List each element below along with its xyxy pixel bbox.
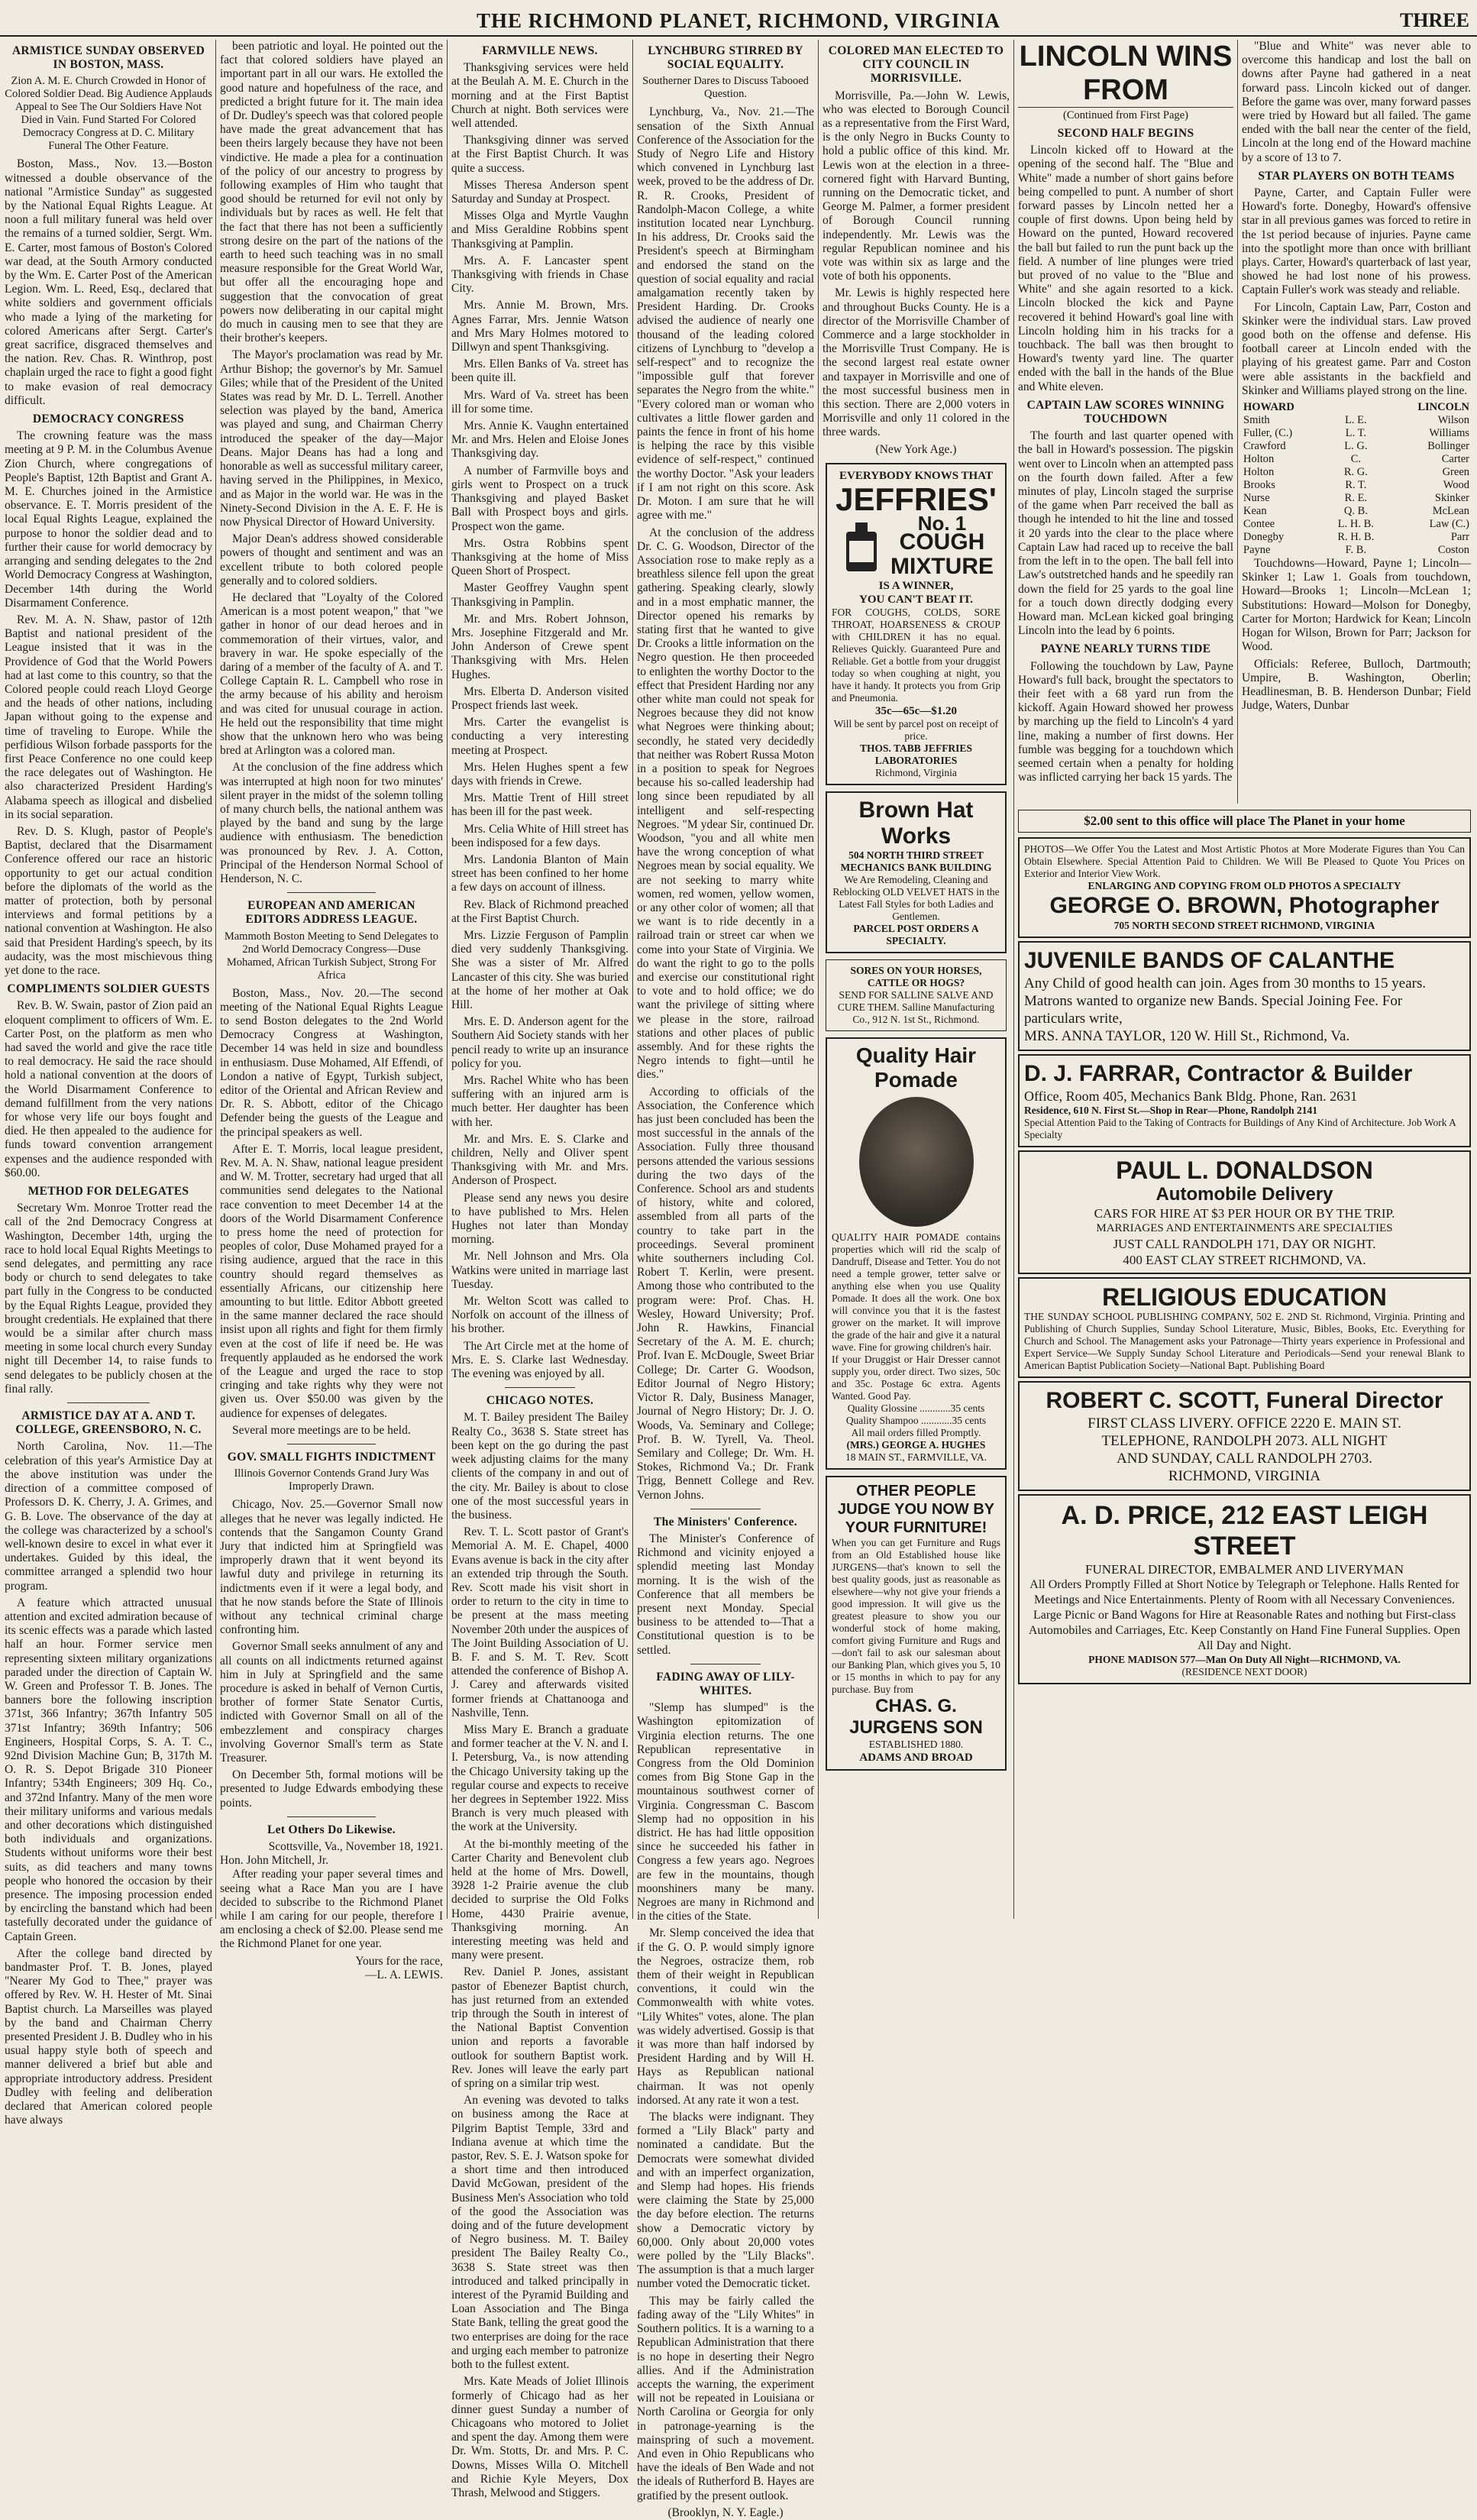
lineup-cell: Wood: [1443, 479, 1469, 492]
ad-a-d-price-funeral: [1018, 1494, 1471, 1684]
portrait-photo: [859, 1097, 974, 1227]
paragraph: Please send any news you desire to have published to Mrs. Helen Hughes not later than Monday morning.: [451, 1191, 629, 1247]
paragraph: Master Geoffrey Vaughn spent Thanksgiving in Pamplin.: [451, 581, 629, 609]
paragraph: On December 5th, formal motions will be presented to Judge Edwards embodying these points.: [220, 1768, 443, 1810]
ad-prices: 35c—65c—$1.20: [874, 705, 958, 718]
ad-line: FUNERAL DIRECTOR, EMBALMER AND LIVERYMAN: [1085, 1562, 1404, 1577]
ad-address: 504 NORTH THIRD STREET: [848, 849, 984, 862]
paragraph: Mr. Slemp conceived the idea that if the G. O. P. would simply ignore the Negroes, ostracize them, rob them of their weight in Republican conventions, it could win the Commonwealth with white votes. "Lily Whites" votes, alone. The plan was widely advertised. Gossip is that it was more than half indorsed by President Harding and by Will H. Hays as Republican national chairman. It was not openly indorsed. At any rate it won a test.: [637, 1926, 814, 2107]
section-heading: The Ministers' Conference.: [654, 1515, 797, 1528]
lineup-cell: LINCOLN: [1417, 401, 1469, 414]
ad-price-line: Quality Glossine ............35 cents: [847, 1402, 985, 1415]
lineup-cell: L. G.: [1344, 440, 1368, 453]
ad-note: Will be sent by parcel post on receipt of price.: [833, 718, 999, 742]
ad-address: 18 MAIN ST., FARMVILLE, VA.: [845, 1451, 987, 1464]
lineup-cell: Wilson: [1437, 414, 1469, 427]
divider: [505, 1387, 576, 1388]
planet-subscription-note: $2.00 sent to this office will place The Planet in your home: [1018, 810, 1471, 833]
lineup-cell: Nurse: [1243, 492, 1270, 505]
paragraph: Mrs. Celia White of Hill street has been indisposed for a few days.: [451, 822, 629, 849]
section-heading: CAPTAIN LAW SCORES WINNING TOUCHDOWN: [1026, 398, 1225, 426]
lineup-row: [1242, 518, 1471, 531]
ad-brand: A. D. PRICE, 212 EAST LEIGH STREET: [1061, 1501, 1428, 1561]
lineup-row: [1242, 531, 1471, 544]
paragraph: Governor Small seeks annulment of any and all counts on all indictments returned against him in July at Springfield and the same procedure is asked in behalf of Vernon Curtis, brother of former State Senator Curtis, indicted with Governor Small on all of the embezzlement and conspiracy charges involving Governor Small's term as State Treasurer.: [220, 1640, 443, 1765]
ad-note: (RESIDENCE NEXT DOOR): [1181, 1666, 1307, 1677]
paragraph: Mrs. A. F. Lancaster spent Thanksgiving with friends in Chase City.: [451, 254, 629, 296]
lineup-cell: L. E.: [1345, 414, 1367, 427]
headline: COLORED MAN ELECTED TO CITY COUNCIL IN MORRISVILLE.: [828, 44, 1004, 86]
paragraph: Rev. D. S. Klugh, pastor of People's Baptist, declared that the Disarmament Conference offered our race an historic opportunity to get our actual condition before the diplomats of the world as the matter of protection, both by personal interviews and formal petitions by a national convention at Washington. He also said that President Harding's speech, by its audacity, was the most mischievous thing yet done to the race.: [5, 824, 212, 977]
ad-kicker: EVERYBODY KNOWS THAT: [839, 469, 993, 482]
lineup-cell: HOWARD: [1243, 401, 1294, 414]
paragraph: Mrs. Kate Meads of Joliet Illinois formerly of Chicago had as her dinner guest Sunday a number of Chicagoans who motored to Joliet and spent the day. Among them were Dr. Wm. Stotts, Dr. and Mrs. P. C. Downs, Misses Willa O. Mitchell and Richie Kyle Meyers, Dox Thrash, Melwood and Stiggers.: [451, 2375, 629, 2499]
ad-note: Special Attention Paid to the Taking of Contracts for Buildings of Any Kind of Architecture. Job Work A Specialty: [1024, 1117, 1456, 1140]
section-heading: Let Others Do Likewise.: [267, 1823, 396, 1836]
lineup-cell: Skinker: [1434, 492, 1469, 505]
paragraph: The Art Circle met at the home of Mrs. E. S. Clarke last Wednesday. The evening was enjoyed by all.: [451, 1339, 629, 1381]
paragraph: Mrs. Ward of Va. street has been ill for some time.: [451, 388, 629, 416]
paragraph: Mr. and Mrs. Robert Johnson, Mrs. Josephine Fitzgerald and Mr. John Anderson of Crewe spent Thanksgiving with Mrs. Helen Hughes.: [451, 612, 629, 681]
divider: [287, 1816, 377, 1817]
paragraph: Boston, Mass., Nov. 13.—Boston witnessed a double observance of the national "Armistice Sunday" as suggested by the National Equal Rights League. At noon a full military funeral was held over the remains of a turned soldier, Sergt. Wm. E. Carter, most famous of Boston's Colored war dead, at the South Armory conducted by the Wm. E. Carter Post of the American Legion. Wm. L. Reed, Esq., declared that white soldiers and government officials who made a lying of the marketing for colored Americans after Sergt. Carter's great sacrifice, disgraced themselves and the nation. Rev. Chas. R. Winthrop, post chaplain urged the race to fight a good fight to make evasion of real democracy difficult.: [5, 157, 212, 407]
ad-body: Any Child of good health can join. Ages from 30 months to 15 years. Matrons wanted to organize new Bands. Special Joining Fee. For particulars write,: [1024, 975, 1427, 1027]
headline: EUROPEAN AND AMERICAN EDITORS ADDRESS LEAGUE.: [245, 899, 418, 927]
ad-brand: Quality Hair Pomade: [855, 1043, 977, 1092]
ad-jeffries-cough-mixture: [826, 463, 1007, 785]
ad-address: ADAMS AND BROAD: [859, 1752, 973, 1765]
paragraph: Mrs. Ellen Banks of Va. street has been quite ill.: [451, 357, 629, 385]
divider: [287, 892, 377, 893]
paragraph: Rev. Daniel P. Jones, assistant pastor of Ebenezer Baptist church, has just returned from an extended trip through the South in interest of the National Baptist Convention union and reports a favorable outlook for southern Baptist work. Rev. Jones will leave the early part of spring on a similar trip west.: [451, 1965, 629, 2091]
lineup-cell: Fuller, (C.): [1243, 427, 1293, 440]
column-6: [1018, 40, 1233, 804]
paragraph: Rev. M. A. N. Shaw, pastor of 12th Baptist and national president of the League insisted that it was in the Providence of God that the World Powers had at last come to this country, so that the Colored people could reach Lloyd George and the heads of other nations, including Japan without going to the expense and time of traveling to Europe. While the perfidious Wilson forbade passports for the first Peace Conference no one could keep the race delegates out of Washington. He also characterized President Harding's Alabama speech as illogical and disbelied in its social separation.: [5, 613, 212, 821]
paragraph: The fourth and last quarter opened with the ball in Howard's possession. The pigskin went over to Lincoln when an attempted pass on the fourth down failed. After a few minutes of play, Lincoln staged the surprise of the game when Parr received the ball as though he intended to hit the line and tossed it 20 yards into the clear to the place where Captain Law had raced up to receive the ball from the left in to the open. The ball fell into Law's outstretched hands and he speedily ran down the field for 25 yards to the goal line for a touch down directly dodging every Howard man. McLean kicked goal bringing Lincoln into the lead by 6 points.: [1018, 429, 1233, 638]
column-7: [1242, 40, 1471, 804]
ad-number: No. 1: [917, 511, 967, 535]
lineup-cell: Parr: [1450, 531, 1469, 544]
lineup-cell: Holton: [1243, 466, 1275, 479]
source-credit: (Brooklyn, N. Y. Eagle.): [667, 2505, 784, 2519]
paragraph: Mrs. Helen Hughes spent a few days with friends in Crewe.: [451, 760, 629, 788]
lineup-cell: Crawford: [1243, 440, 1286, 453]
signature: —L. A. LEWIS.: [364, 1968, 443, 1981]
ad-phone: PHONE MADISON 577—Man On Duty All Night—RICHMOND, VA.: [1088, 1654, 1401, 1665]
paragraph: "Blue and White" was never able to overcome this handicap and lost the ball on downs after Payne had gathered in a neat forward pass. Lincoln kicked out of danger. Before the game was over, many forward passes were tried by Howard but all failed. The game ended with the ball near the center of the field, Lincoln at the long end of the Howard machine by a score of 13 to 7.: [1242, 40, 1471, 164]
ad-headline: SORES ON YOUR HORSES, CATTLE OR HOGS?: [850, 965, 982, 989]
paragraph: Rev. T. L. Scott pastor of Grant's Memorial A. M. E. Chapel, 4000 Evans avenue is back in the city after an extended trip through the South. Rev. Scott made his visit short in order to return to the city in time to be present at the mass meeting November 20th under the auspices of The Joint Building Association of U. B. F. and S. M. T. Rev. Scott attended the conference of Bishop A. J. Carey and afterwards visited former friends at Chattanooga and Nashville, Tenn.: [451, 1525, 629, 1719]
paragraph: For Lincoln, Captain Law, Parr, Coston and Skinker were the individual stars. Law proved good both on the offense and defense. His football career at Lincoln ended with the playing of his greatest game. Parr and Coston were able assistants in the backfield and Skinker and Williams played strong on the line.: [1242, 300, 1471, 397]
ad-line: AND SUNDAY, CALL RANDOLPH 2703.: [1117, 1451, 1372, 1467]
lineup-cell: L. T.: [1345, 427, 1366, 440]
ad-body: If your Druggist or Hair Dresser cannot supply you, order direct. Two sizes, 50c and 35c. Postage 6c extra. Agents Wanted. Good Pay.: [832, 1354, 1000, 1402]
ad-subtitle: Automobile Delivery: [1155, 1184, 1333, 1205]
paragraph: Mrs. Landonia Blanton of Main street has been confined to her home a few days on account of illness.: [451, 852, 629, 894]
lineup-table: [1242, 401, 1471, 557]
ad-residence: Residence, 610 N. First St.—Shop in Rear—Phone, Randolph 2141: [1024, 1105, 1318, 1116]
lineup-cell: C.: [1350, 453, 1361, 466]
headline: FADING AWAY OF LILY-WHITES.: [656, 1670, 795, 1697]
ad-juvenile-bands-calanthe: [1018, 941, 1471, 1051]
lineup-cell: R. G.: [1343, 466, 1368, 479]
paragraph: Several more meetings are to be held.: [232, 1423, 411, 1437]
paragraph: After the college band directed by bandmaster Prof. T. B. Jones, played "Nearer My God to Thee," prayer was offered by Rev. W. H. Hester of Mt. Sinai Baptist church. La Marseilles was played by the band and Chairman Cherry presented President J. B. Dudley who in his usual happy style both of speech and manner delivered a brief but able and appropriate introductory address. President Dudley with feeling and deliberation declared that American colored people have always: [5, 1946, 212, 2127]
paragraph: Mr. Lewis is highly respected here and throughout Bucks County. He is a director of the Morrisville Chamber of Commerce and a large stockholder in the Morrisville Trust Company. He is the second largest real estate owner and taxpayer in Morrisville and one of the most successful business men in this section. There are 2,000 voters in Morrisville and only 11 colored in the three wards.: [823, 286, 1010, 439]
ad-contact: MRS. ANNA TAYLOR, 120 W. Hill St., Richmond, Va.: [1024, 1028, 1350, 1044]
ad-claim: IS A WINNER,: [878, 580, 954, 593]
ad-line: RICHMOND, VIRGINIA: [1168, 1468, 1321, 1484]
ad-line: CARS FOR HIRE AT $3 PER HOUR OR BY THE TRIP.: [1094, 1206, 1395, 1221]
paragraph: A number of Farmville boys and girls went to Prospect on a truck Thanksgiving and played Basket Ball with Prospect boys and girls. Prospect won the game.: [451, 464, 629, 533]
paragraph: The crowning feature was the mass meeting at 9 P. M. in the Columbus Avenue Zion Church, where congregations of People's Baptist, 12th Baptist and Grant A. M. E. Churches joined in the Armistice observance. E. T. Morris president of the local Equal Rights League, explained the purpose to honor the soldier dead and to further their cause for world democracy by arranging and sending delegates to the 2nd World Democracy Congress at Washington, December 14th during the World Disarmament Conference.: [5, 429, 212, 610]
paragraph: Misses Olga and Myrtle Vaughn and Miss Geraldine Robbins spent Thanksgiving at Pamplin.: [451, 209, 629, 251]
column-1: [5, 40, 212, 2127]
paragraph: Mrs. Annie M. Brown, Mrs. Agnes Farrar, Mrs. Jennie Watson and Mrs Mary Holmes motored to Dillwyn and spent Thanksgiving.: [451, 299, 629, 354]
ad-brand: Brown Hat Works: [858, 797, 974, 849]
ad-brand: CHAS. G. JURGENS SON: [849, 1696, 983, 1739]
section-heading: STAR PLAYERS ON BOTH TEAMS: [1258, 169, 1455, 183]
ad-building: MECHANICS BANK BUILDING: [840, 862, 992, 874]
column-rule: [1013, 40, 1014, 1919]
headline: LINCOLN WINS FROM: [1019, 40, 1233, 106]
ad-line: JUST CALL RANDOLPH 171, DAY OR NIGHT.: [1113, 1237, 1376, 1251]
section-heading: DEMOCRACY CONGRESS: [32, 412, 185, 426]
paragraph: Major Dean's address showed considerable powers of thought and sentiment and was an excellent tribute to both colored people generally and to colored soldiers.: [220, 532, 443, 587]
ad-body: THE SUNDAY SCHOOL PUBLISHING COMPANY, 502 E. 2ND St. Richmond, Virginia. Printing and Publishing of Church Supplies, Sunday School Literature, Music, Bibles, Books, Etc. Everything for Church and School. The Management asks your Patronage—Thirty years experience in Professional and Expert Service—We Supply Sunday School Literature and Periodicals—Send your renewal Blank to American Baptist Publication Society—National Bapt. Publishing Board: [1024, 1311, 1465, 1371]
ad-quality-hair-pomade: [826, 1037, 1007, 1470]
dateline: Scottsville, Va., November 18, 1921.: [268, 1839, 443, 1853]
paragraph: Secretary Wm. Monroe Trotter read the call of the 2nd Democracy Congress at Washington, December 14th, urging the race to hold local Equal Rights Meetings to send delegates, and permitting any race body or church to send delegates to take part fully in the Congress to be conducted by the Equal Rights League, provided they brought credentials. He explained that there would be a similar after church mass meeting in some local church every Sunday night till December 14, to raise funds to send delegates to be publicly chosen at the final rally.: [5, 1202, 212, 1396]
lineup-cell: McLean: [1432, 505, 1469, 518]
paragraph: Boston, Mass., Nov. 20.—The second meeting of the National Equal Rights League to send Boston delegates to the 2nd World Democracy Congress at Washington, December 14 was held in size and boundless in enthusiasm. Duse Mohamed, Alf Effendi, of London a native of Egypt, Turkish subject, editor of the Oriental and African Review and Dr. R. S. Abbott, editor of the Chicago Defender being the guests of the League and the principal speakers as well.: [220, 986, 443, 1139]
ad-body: SEND FOR SALLINE SALVE AND CURE THEM. Salline Manufacturing Co., 912 N. 1st St., Richmond.: [837, 989, 995, 1026]
continued-note: (Continued from First Page): [1063, 109, 1188, 121]
column-rule: [447, 40, 448, 1919]
ad-george-o-brown-photographer: [1018, 837, 1471, 938]
column-5: [823, 40, 1010, 1919]
ad-brand: RELIGIOUS EDUCATION: [1102, 1283, 1387, 1311]
ad-body: FOR COUGHS, COLDS, SORE THROAT, HOARSENESS & CROUP with CHILDREN it has no equal. Relieves Quickly. Guaranteed Pure and Reliable. Get a bottle from your druggist today so when coughing at night, you have it handy. It protects you from Grip and Pneumonia.: [832, 607, 1000, 704]
lineup-row: [1242, 479, 1471, 492]
ad-note: All mail orders filled Promptly.: [851, 1427, 981, 1439]
ad-office: Office, Room 405, Mechanics Bank Bldg. Phone, Ran. 2631: [1024, 1089, 1358, 1104]
paragraph: Mrs. Annie K. Vaughn entertained Mr. and Mrs. Helen and Eloise Jones Thanksgiving day.: [451, 419, 629, 461]
paragraph: Mrs. E. D. Anderson agent for the Southern Aid Society stands with her pencil ready to write up an insurance policy for you.: [451, 1015, 629, 1070]
ad-line: MARRIAGES AND ENTERTAINMENTS ARE SPECIALTIES: [1096, 1222, 1393, 1234]
subheadline: Southerner Dares to Discuss Tabooed Question.: [642, 75, 809, 101]
column-2: [220, 40, 443, 1981]
ad-brand: GEORGE O. BROWN, Photographer: [1049, 893, 1440, 918]
subheadline: Illinois Governor Contends Grand Jury Was Improperly Drawn.: [234, 1467, 429, 1493]
ad-city: Richmond, Virginia: [875, 767, 957, 779]
ad-brand: JUVENILE BANDS OF CALANTHE: [1024, 948, 1395, 973]
ad-maker: (MRS.) GEORGE A. HUGHES: [846, 1439, 986, 1451]
ad-line: TELEPHONE, RANDOLPH 2073. ALL NIGHT: [1101, 1433, 1388, 1449]
paragraph: Mr. Nell Johnson and Mrs. Ola Watkins were united in marriage last Tuesday.: [451, 1250, 629, 1291]
lineup-cell: Payne: [1243, 544, 1271, 557]
paragraph: At the conclusion of the fine address which was interrupted at high noon for two minutes' silent prayer in the midst of the solemn tolling of many church bells, the national anthem was played by the band and sung by the large audience with enthusiasm. The benediction was pronounced by Rev. J. A. Cotton, Principal of the Henderson Normal School of Henderson, N. C.: [220, 761, 443, 885]
lineup-cell: Contee: [1243, 518, 1275, 531]
paragraph: After E. T. Morris, local league president, Rev. M. A. N. Shaw, national league president and W. M. Trotter, secretary had urged that all communities send delegates to the National race convention to meet December 14 at the doors of the World Disarmament Conference to press home the need of protection for peoples of color, Duse Mohamed prayed for a rising audience, argued that the race in this country should regard themselves as essentially Africans, our citizenship here amounting to but little. Editor Abbott greeted in the same manner declared the race should insist upon all rights and fight for them firmly even at the cost of life if need be. He was frequently applauded as he endorsed the work of the League and urged the race to stop cringing and take rights why they were not given us. Over $50.00 was given by the audience for expenses of delegates.: [220, 1142, 443, 1420]
ad-note: PARCEL POST ORDERS A SPECIALTY.: [853, 923, 979, 947]
paragraph: Mr. and Mrs. E. S. Clarke and children, Nelly and Oliver spent Thanksgiving with Mr. and Mrs. Anderson of Prospect.: [451, 1132, 629, 1188]
newspaper-title: THE RICHMOND PLANET, RICHMOND, VIRGINIA: [476, 9, 1001, 32]
lineup-cell: F. B.: [1345, 544, 1367, 557]
paragraph: After reading your paper several times and seeing what a Race Man you are I have decided to subscribe to the Richmond Planet while I am caring for our people, therefore I am enclosing a check of $2.00. Please send me the Richmond Planet for one year.: [220, 1868, 443, 1951]
paragraph: He declared that "Loyalty of the Colored American is a most potent weapon," that "we gather in honor of our dead heroes and in commemoration of their virtues, valor, and bravery in war. He spoke especially of the daring of a member of the faculty of A. and T. College Captain R. L. Campbell who rose in the army because of his ability and heroism and was cited for unusual courage in action. He held out the responsibility that time might show that the unknown hero who was being bred at Arlington was a colored man.: [220, 590, 443, 758]
ad-brown-hat-works: [826, 791, 1007, 953]
ad-brand: PAUL L. DONALDSON: [1116, 1156, 1373, 1184]
headline: FARMVILLE NEWS.: [482, 44, 598, 57]
ad-body: When you can get Furniture and Rugs from an Old Established house like JURGENS—that's known to sell the best quality goods, just as reasonable as elsewhere—why not give your friends a good impression. It will give us the greatest pleasure to show you our wonderful stock of home making, comfort giving Furniture and Rugs and—don't fail to ask our salesman about our Banking Plan, which gives you 5, 10 or 15 months in which to pay for any purchase. Buy from: [832, 1537, 1000, 1696]
paragraph: At the conclusion of the address Dr. C. G. Woodson, Director of the Association rose to make reply as a breathless silence fell upon the great gathering. Speaking clearly, slowly and in a most emphatic manner, the Director opened his remarks by stating first that he wanted to give Dr. Crooks a little information on the Negro question. He then proceeded to enlighten the worthy Doctor to the effect that President Harding nor any other white man could not speak for Negroes because they did not know what Negroes were thinking about; secondly, he stated very decidedly that neither was Robert Russa Moton in a position to speak for Negroes because his so-called leadership had long since been repudiated by all intelligent and self-respecting Negroes. "M ydear Sir, continued Dr. Woodson, "you and all white men have the wrong conception of what Negroes mean by social equality. We are not seeking to marry white women, red women, yellow women, or any other color of women; all that we want is to ride decently in a railroad train or street car when we come into your State of Virginia. We do want the right to go to the polls and exercise our constitutional right to vote and to hold office; we do want the privilege of sitting where we please in the store, railroad stations and other places of public assembly. And for these rights the Negro intends to fight—until he dies.": [637, 526, 814, 1082]
lineup-cell: Q. B.: [1343, 505, 1368, 518]
paragraph: According to officials of the Association, the Conference which has just been concluded has been the most successful in the annals of the Association. Fully three thousand persons attended the various sessions during the two days of the Conference. School ars and students of history, white and colored, assembled from all parts of the country to take part in the proceedings. Several prominent white southerners including Col. Robert T. Kerlin, were present. Among those who contributed to the program were: Prof. Chas. H. Wesley, Howard University; Prof. John R. Hawkins, Financial Secretary of the A. M. E. church; Prof. Ivan E. McDougle, Sweet Briar College; Dr. Carter G. Woodson, Editor Journal of Negro History; Victor R. Daly, Business Manager, Journal of Negro History; Dr. J. O. Woods, Va. Seminary and College; Prof. B. W. Tyrell, Va. Theol. Semilary and College; Dr. Wm. H. Stokes, Richmond Va.; Dr. Frank Trigg, Bennett College and Rev. Vernon Johns.: [637, 1085, 814, 1502]
column-rule: [215, 40, 216, 1919]
paragraph: At the bi-monthly meeting of the Carter Charity and Benevolent club held at the home of Mrs. Dowell, 3928 1-2 Prairie avenue the club decided to surprise the Old Folks Home, 4430 Prairie avenue, Thanksgiving morning. An interesting meeting was held and many were present.: [451, 1837, 629, 1962]
paragraph: Mr. Welton Scott was called to Norfolk on account of the illness of his brother.: [451, 1295, 629, 1336]
ads-right: [1018, 810, 1471, 1917]
ad-body: We Are Remodeling, Cleaning and Reblocking OLD VELVET HATS in the Latest Fall Styles for both Ladies and Gentlemen.: [832, 874, 1000, 923]
lineup-row: [1242, 544, 1471, 557]
paragraph: Mrs. Elberta D. Anderson visited Prospect friends last week.: [451, 684, 629, 712]
paragraph: Following the touchdown by Law, Payne Howard's full back, brought the spectators to their feet with a 68 yard run from the kickoff. Again Howard showed her prowess by marching up the field to Lincoln's 4 yard line, making a number of first downs. Her fumble was begging for a touchdown which seemed certain when a penalty for holding was inflicted carrying her back 15 yards. The: [1018, 659, 1233, 784]
ad-maker: THOS. TABB JEFFRIES LABORATORIES: [860, 742, 972, 767]
lineup-cell: Green: [1442, 466, 1469, 479]
lineup-cell: L. H. B.: [1337, 518, 1374, 531]
paragraph: The Mayor's proclamation was read by Mr. Arthur Bishop; the governor's by Mr. Samuel Giles; while that of the President of the United States was read by Mr. D. L. Terrell. Another selection was played by the band, America was played and sung, and Chairman Cherry introduced the speaker of the day—Major Deans. Major Deans has had a long and honorable as well as successful military career, having served in the Philippines, in Mexico, and as Major in the world war. He was in the Ninety-Second Division in the A. E. F. He is now Physical Director of Howard University.: [220, 348, 443, 529]
paragraph: Payne, Carter, and Captain Fuller were Howard's forte. Donegby, Howard's offensive star in all previous games was forced to retire in the 1st period because of injuries. Payne came into the spotlight more than once with brilliant plays. Carter, Howard's quarterback of last year, showed he had lost none of his prowess. Captain Fuller's work was steady and reliable.: [1242, 186, 1471, 297]
lineup-row: [1242, 401, 1471, 414]
lineup-cell: Coston: [1437, 544, 1469, 557]
paragraph: Mrs. Mattie Trent of Hill street has been ill for the past week.: [451, 791, 629, 819]
divider: [67, 1402, 150, 1403]
lineup-row: [1242, 427, 1471, 440]
paragraph: Lincoln kicked off to Howard at the opening of the second half. The "Blue and White" made a number of short gains before being compelled to punt. A number of short forward passes by Lincoln netted her a couple of first downs. Upon being held by Howard on the punted, Howard recovered the ball but failed to run the punt back up the field. A number of line plunges were tried but proved of no value to the "Blue and White" and she again resorted to a kick. Lincoln blocked the kick and Payne recovered it behind Howard's goal line with Lincoln holding him in his tracks for a touchback. The ball was then brought to Howard's twenty yard line. The quarter ended with the ball in the hands of the Blue and White eleven.: [1018, 144, 1233, 393]
paragraph: Thanksgiving dinner was served at the First Baptist Church. It was quite a success.: [451, 134, 629, 175]
ad-donaldson-automobile: [1018, 1150, 1471, 1274]
subheadline: Zion A. M. E. Church Crowded in Honor of Colored Soldier Dead. Big Audience Applauds Appeal to See The Our Soldiers Have Not Died in Vain. Fund Started For Colored Democracy Congress at D. C. Military Funeral The Other Feature.: [5, 75, 212, 153]
headline: ARMISTICE DAY AT A. AND T. COLLEGE, GREENSBORO, N. C.: [15, 1409, 202, 1437]
paragraph: The blacks were indignant. They formed a "Lily Black" party and nominated a candidate. But the Democrats were somewhat divided and with an imperfect organization, and Slemp had hopes. His friends were claiming the State by 25,000 the day before election. The returns show a Democratic victory by 60,000. Only about 20,000 votes were polled by the "Lily Blacks". The assumption is that a much larger number voted the Democratic ticket.: [637, 2111, 814, 2291]
column-rule: [632, 40, 633, 1919]
section-heading: COMPLIMENTS SOLDIER GUESTS: [7, 982, 210, 996]
ad-address: 705 NORTH SECOND STREET RICHMOND, VIRGINIA: [1113, 920, 1375, 931]
lineup-cell: Brooks: [1243, 479, 1275, 492]
ad-brand: D. J. FARRAR, Contractor & Builder: [1024, 1061, 1413, 1086]
ad-established: ESTABLISHED 1880.: [868, 1739, 964, 1751]
lineup-cell: [1325, 401, 1386, 414]
ad-body: PHOTOS—We Offer You the Latest and Most Artistic Photos at More Moderate Figures than You Can Obtain Elsewhere. Special Attention Paid to Children. We Will Be Pleased to Quote You Prices on Exterior and Interior View Work.: [1024, 843, 1465, 879]
column-4: [637, 40, 814, 2519]
lineup-row: [1242, 466, 1471, 479]
lineup-row: [1242, 492, 1471, 505]
ad-jurgens-furniture: [826, 1476, 1007, 1771]
lineup-row: [1242, 453, 1471, 466]
paragraph: Thanksgiving services were held at the Beulah A. M. E. Church in the morning and at the First Baptist Church at night. Both services were well attended.: [451, 61, 629, 131]
ad-line: 400 EAST CLAY STREET RICHMOND, VA.: [1123, 1253, 1366, 1267]
ad-product-line: MIXTURE: [890, 554, 994, 580]
paragraph: Lynchburg, Va., Nov. 21.—The sensation of the Sixth Annual Conference of the Association for the Study of Negro Life and History which convened in Lynchburg last week, proved to be the address of Dr. R. R. Crooks, President of Randolph-Macon College, a white institution located near Lynchburg. In his address, Dr. Crooks said the President's speech at Birmingham and endorsed the stand on the question of social equality and racial amalgamation recently taken by President Harding. Dr. Crooks advised the audience of nearly one thousand of the leading colored citizens of Lynchburg to "develop a self-respect" and to recognize the "impossible gulf that forever separates the Negro from the white." "Every colored man or woman who cultivates a little flower garden and paints the fence in front of his home is helping the race by this visible evidence of self-respect," continued the worthy Doctor. "Ask your leaders if I am not right on this score. Ask Dr. Moton. I am sure that he will agree with me.": [637, 105, 814, 522]
lineup-cell: Bollinger: [1427, 440, 1469, 453]
paragraph: M. T. Bailey president The Bailey Realty Co., 3638 S. State street has been kept on the go during the past week adjusting claims for the many clients of the company in and out of the city. Mr. Bailey is about to close one of the most successful years in the business.: [451, 1411, 629, 1522]
ad-robert-c-scott-funeral: [1018, 1381, 1471, 1491]
column-rule: [818, 40, 819, 1919]
lineup-cell: Kean: [1243, 505, 1267, 518]
paragraph: Chicago, Nov. 25.—Governor Small now alleges that he never was legally indicted. He contends that the Sangamon County Grand Jury that indicted him at Springfield was improperly drawn that it went beyond its lawful duty and privilege in returning its indictments even if it were a legal body, and that he now stands before the State of Illinois without any technical criminal charge confronting him.: [220, 1498, 443, 1637]
page-number: THREE: [1399, 9, 1469, 31]
salutation: Hon. John Mitchell, Jr.: [220, 1854, 329, 1868]
paragraph: Mrs. Carter the evangelist is conducting a very interesting meeting at Prospect.: [451, 716, 629, 757]
lineup-cell: Holton: [1243, 453, 1275, 466]
lineup-cell: Carter: [1441, 453, 1469, 466]
lineup-cell: Williams: [1429, 427, 1469, 440]
paragraph: This may be fairly called the fading away of the "Lily Whites" in Southern politics. It is a warning to a Republican Administration that there is no hope in deserting their Negro allies. And if the Administration accepts the warning, the experiment will not be repeated in Louisiana or North Carolina or Georgia for only in patronage-yearning is the mainspring of such a movement. And even in Ohio Republicans who have the ideals of Ben Wade and not the ideals of Rutherford B. Hayes are gratified by the present outlook.: [637, 2294, 814, 2502]
ad-price-line: Quality Shampoo ............35 cents: [845, 1415, 987, 1427]
ad-religious-education: [1018, 1277, 1471, 1378]
paragraph: An evening was devoted to talks on business among the Race at Pilgrim Baptist Temple, 33rd and Indiana avenue at which time the pastor, Rev. S. E. J. Watson spoke for a short time and then introduced David McGowan, president of the Business Men's Association who told of the good the Association was doing and of the future development of Negro business. M. T. Bailey president The Bailey Realty Co., 3638 S. State street was then introduced and talked principally in interest of the Pyramid Building and Loan Association and The Binga State Bank, telling the great good the two enterprises are doing for the race and urging each member to patronize both to the fullest extent.: [451, 2094, 629, 2372]
ad-brand: ROBERT C. SCOTT, Funeral Director: [1046, 1388, 1443, 1413]
closing: Yours for the race,: [355, 1954, 443, 1968]
source-credit: (New York Age.): [875, 442, 957, 456]
column-rule: [1237, 40, 1238, 804]
ad-headline: OTHER PEOPLE JUDGE YOU NOW BY YOUR FURNITURE!: [837, 1483, 995, 1537]
bottle-icon: [839, 521, 884, 574]
ad-body: All Orders Promptly Filled at Short Notice by Telegraph or Telephone. Halls Rented for Meetings and Nice Entertainments. Plenty of Room with all Necessary Conveniences. Large Picnic or Band Wagons for Hire at Reasonable Rates and nothing but First-class Automobiles and Carriages, Etc. Keep Constantly on Hand Fine Funeral Supplies. Open All Day and Night.: [1028, 1578, 1461, 1652]
paragraph: Morrisville, Pa.—John W. Lewis, who was elected to Borough Council as a representative from the First Ward, is the only Negro in Bucks County to hold a public office of this kind. Mr. Lewis won at the election in a three-cornered fight with Harvard Bunting, running on the Democratic ticket, and George M. Palmer, a former president of Borough Council running independently. Mr. Lewis was the regular Republican nominee and his vote was within six as large and the vote of both his opponents.: [823, 89, 1010, 283]
lineup-cell: R. H. B.: [1337, 531, 1375, 544]
paragraph: Mrs. Lizzie Ferguson of Pamplin died very suddenly Thanksgiving. She was a sister of Mr. Alfred Lancaster of this city. She was buried at the home of her mother at Oak Hill.: [451, 928, 629, 1011]
ad-body: QUALITY HAIR POMADE contains properties which will rid the scalp of Dandruff, Disease and Tetter. You do not need a temple grower, tetter salve or anything else when you use Quality Pomade. It does all the work. One box will convince you that it is the fastest grower on the market. It will improve the grade of the hair and give it a natural wave. Fine for growing children's hair.: [832, 1231, 1000, 1354]
masthead: [0, 0, 1477, 37]
ad-salline-salve: [826, 959, 1007, 1031]
paragraph: Miss Mary E. Branch a graduate and former teacher at the V. N. and I. I. Petersburg, Va., is now attending the Chicago University taking up the regular course and expects to receive her degrees in September 1922. Miss Branch is very much pleased with the work at the University.: [451, 1723, 629, 1834]
ad-product-line: COUGH: [899, 529, 985, 555]
lineup-cell: R. T.: [1345, 479, 1367, 492]
lineup-row: [1242, 414, 1471, 427]
ad-note: ENLARGING AND COPYING FROM OLD PHOTOS A SPECIALTY: [1088, 880, 1401, 891]
paragraph: Rev. B. W. Swain, pastor of Zion paid an eloquent compliment to officers of Wm. E. Carter Post, on the platform as men who had saved the world and give the race title to real democracy. He said the race should hold a national convention at the doors of the World Disarmament Conference to demand fulfillment from the very nations for whose very life our boys fought and died. He then appealed to the audience for funds toward convention arrangement expenses and the audience responded with $60.00.: [5, 999, 212, 1179]
paragraph: Officials: Referee, Bulloch, Dartmouth; Umpire, B. Washington, Oberlin; Headlinesman, B. B. Henderson Dunbar; Field Judge, Waters, Dunbar: [1242, 657, 1471, 713]
paragraph: "Slemp has slumped" is the Washington epitomization of Virginia election returns. The one Republican representative in Congress from the Old Dominion comes from Big Stone Gap in the mountainous southwest corner of Virginia. Congressman C. Bascom Slemp had no opposition in his district. He has had little opposition since he succeeded his father in Congress a few years ago. Negroes are few in the mountains, though moonshiners many be many. Negroes are many in Richmond and in the cities of the State.: [637, 1701, 814, 1923]
paragraph: Misses Theresa Anderson spent Saturday and Sunday at Prospect.: [451, 178, 629, 206]
paragraph: Mrs. Ostra Robbins spent Thanksgiving at the home of Miss Queen Short of Prospect.: [451, 536, 629, 578]
ad-brand: JEFFRIES': [835, 480, 997, 517]
paragraph: A feature which attracted unusual attention and excited admiration because of its scenic effects was a parade which lasted half an hour. Former service men representing sixteen military organizations paraded under the direction of Captain W. W. Green and Professor T. B. Jones. The banners bore the following inscription 371st, 366 Infantry; 367th Infantry 505 371st Infantry; 369th Infantry; 506 Engineers, Hospital Corps, S. A. T. C., 92nd Division Machine Gun; B, 317th M. O. R. S. Depot Brigade 310 Pioneer Infantry; 534th Engineers; 309 Hq. Co., and 372nd Infantry. Many of the men wore their military uniforms and various medals and other decorations which distinguished both individuals and organizations. Students without uniforms wore their best suits, as did teachers and many towns people who honored the occasion by their presence. The imposing procession ended by encircling the banstand which had been tastefully decorated under the guidance of Captain Green.: [5, 1596, 212, 1943]
paragraph: Rev. Black of Richmond preached at the First Baptist Church.: [451, 898, 629, 925]
paragraph: been patriotic and loyal. He pointed out the fact that colored soldiers have played an important part in all our wars. He extolled the good nature and hopefulness of the race, and predicted a bright future for it. The main idea of Dr. Dudley's speech was that colored people have made the great advancement that has been theirs largely because they have not been vindictive. He made a plea for a continuation of the policy of our ancestry to progress by following examples of Him who taught that good should be returned for evil not only by individuals but by races as well. He felt that the fact that there has not been a sufficiently strong desire on the part of the nations of the earth to heed such teaching was in no small measure responsible for the Great World War, but offer all the encouraging hope and suggestion that the convocation of great powers now deliberating in our capital might do much in causing men to see that they are their brother's keepers.: [220, 40, 443, 345]
lineup-cell: Smith: [1243, 414, 1270, 427]
headline: GOV. SMALL FIGHTS INDICTMENT: [227, 1451, 436, 1464]
section-heading: PAYNE NEARLY TURNS TIDE: [1040, 642, 1211, 656]
lineup-cell: R. E.: [1344, 492, 1368, 505]
paragraph: Mrs. Rachel White who has been suffering with an injured arm is much better. Her daughter has been with her.: [451, 1074, 629, 1129]
headline: LYNCHBURG STIRRED BY SOCIAL EQUALITY.: [648, 44, 803, 72]
headline: ARMISTICE SUNDAY OBSERVED IN BOSTON, MASS.: [11, 44, 205, 72]
subheadline: Mammoth Boston Meeting to Send Delegates to 2nd World Democracy Congress—Duse Mohamed, African Turkish Subject, Strong For Africa: [224, 930, 439, 982]
lineup-row: [1242, 505, 1471, 518]
ad-line: FIRST CLASS LIVERY. OFFICE 2220 E. MAIN ST.: [1088, 1415, 1401, 1431]
section-heading: METHOD FOR DELEGATES: [27, 1185, 189, 1199]
lineup-row: [1242, 440, 1471, 453]
lineup-cell: Donegby: [1243, 531, 1285, 544]
headline: CHICAGO NOTES.: [486, 1394, 594, 1408]
paragraph: North Carolina, Nov. 11.—The celebration of this year's Armistice Day at the above institution was under the direction of a committee composed of Professors D. K. Cherry, J. A. Grimes, and G. B. Love. The observance of the day at the college was characterized by a school's well-known desire to excel in what ever it undertakes. Guided by this ideal, the committee arranged a splendid two hour program.: [5, 1440, 212, 1593]
paragraph: The Minister's Conference of Richmond and vicinity enjoyed a splendid meeting last Monday morning. It is the wish of the Conference that all members be present next Monday. Special business to be attended to—That a Constitutional question is to be settled.: [637, 1532, 814, 1657]
section-heading: SECOND HALF BEGINS: [1057, 127, 1194, 140]
ad-farrar-contractor: [1018, 1054, 1471, 1147]
lineup-cell: Law (C.): [1429, 518, 1469, 531]
ad-claim: YOU CAN'T BEAT IT.: [859, 594, 973, 607]
column-3: [451, 40, 629, 2499]
paragraph: Touchdowns—Howard, Payne 1; Lincoln—Skinker 1; Law 1. Goals from touchdown, Howard—Brooks 1; Lincoln—McLean 1; Substitutions: Howard—Molson for Donegby, Carter for Morton; Hardwick for Kean; Lincoln Hogan for Wilson, Brown for Parr; Jackson for Wood.: [1242, 557, 1471, 654]
